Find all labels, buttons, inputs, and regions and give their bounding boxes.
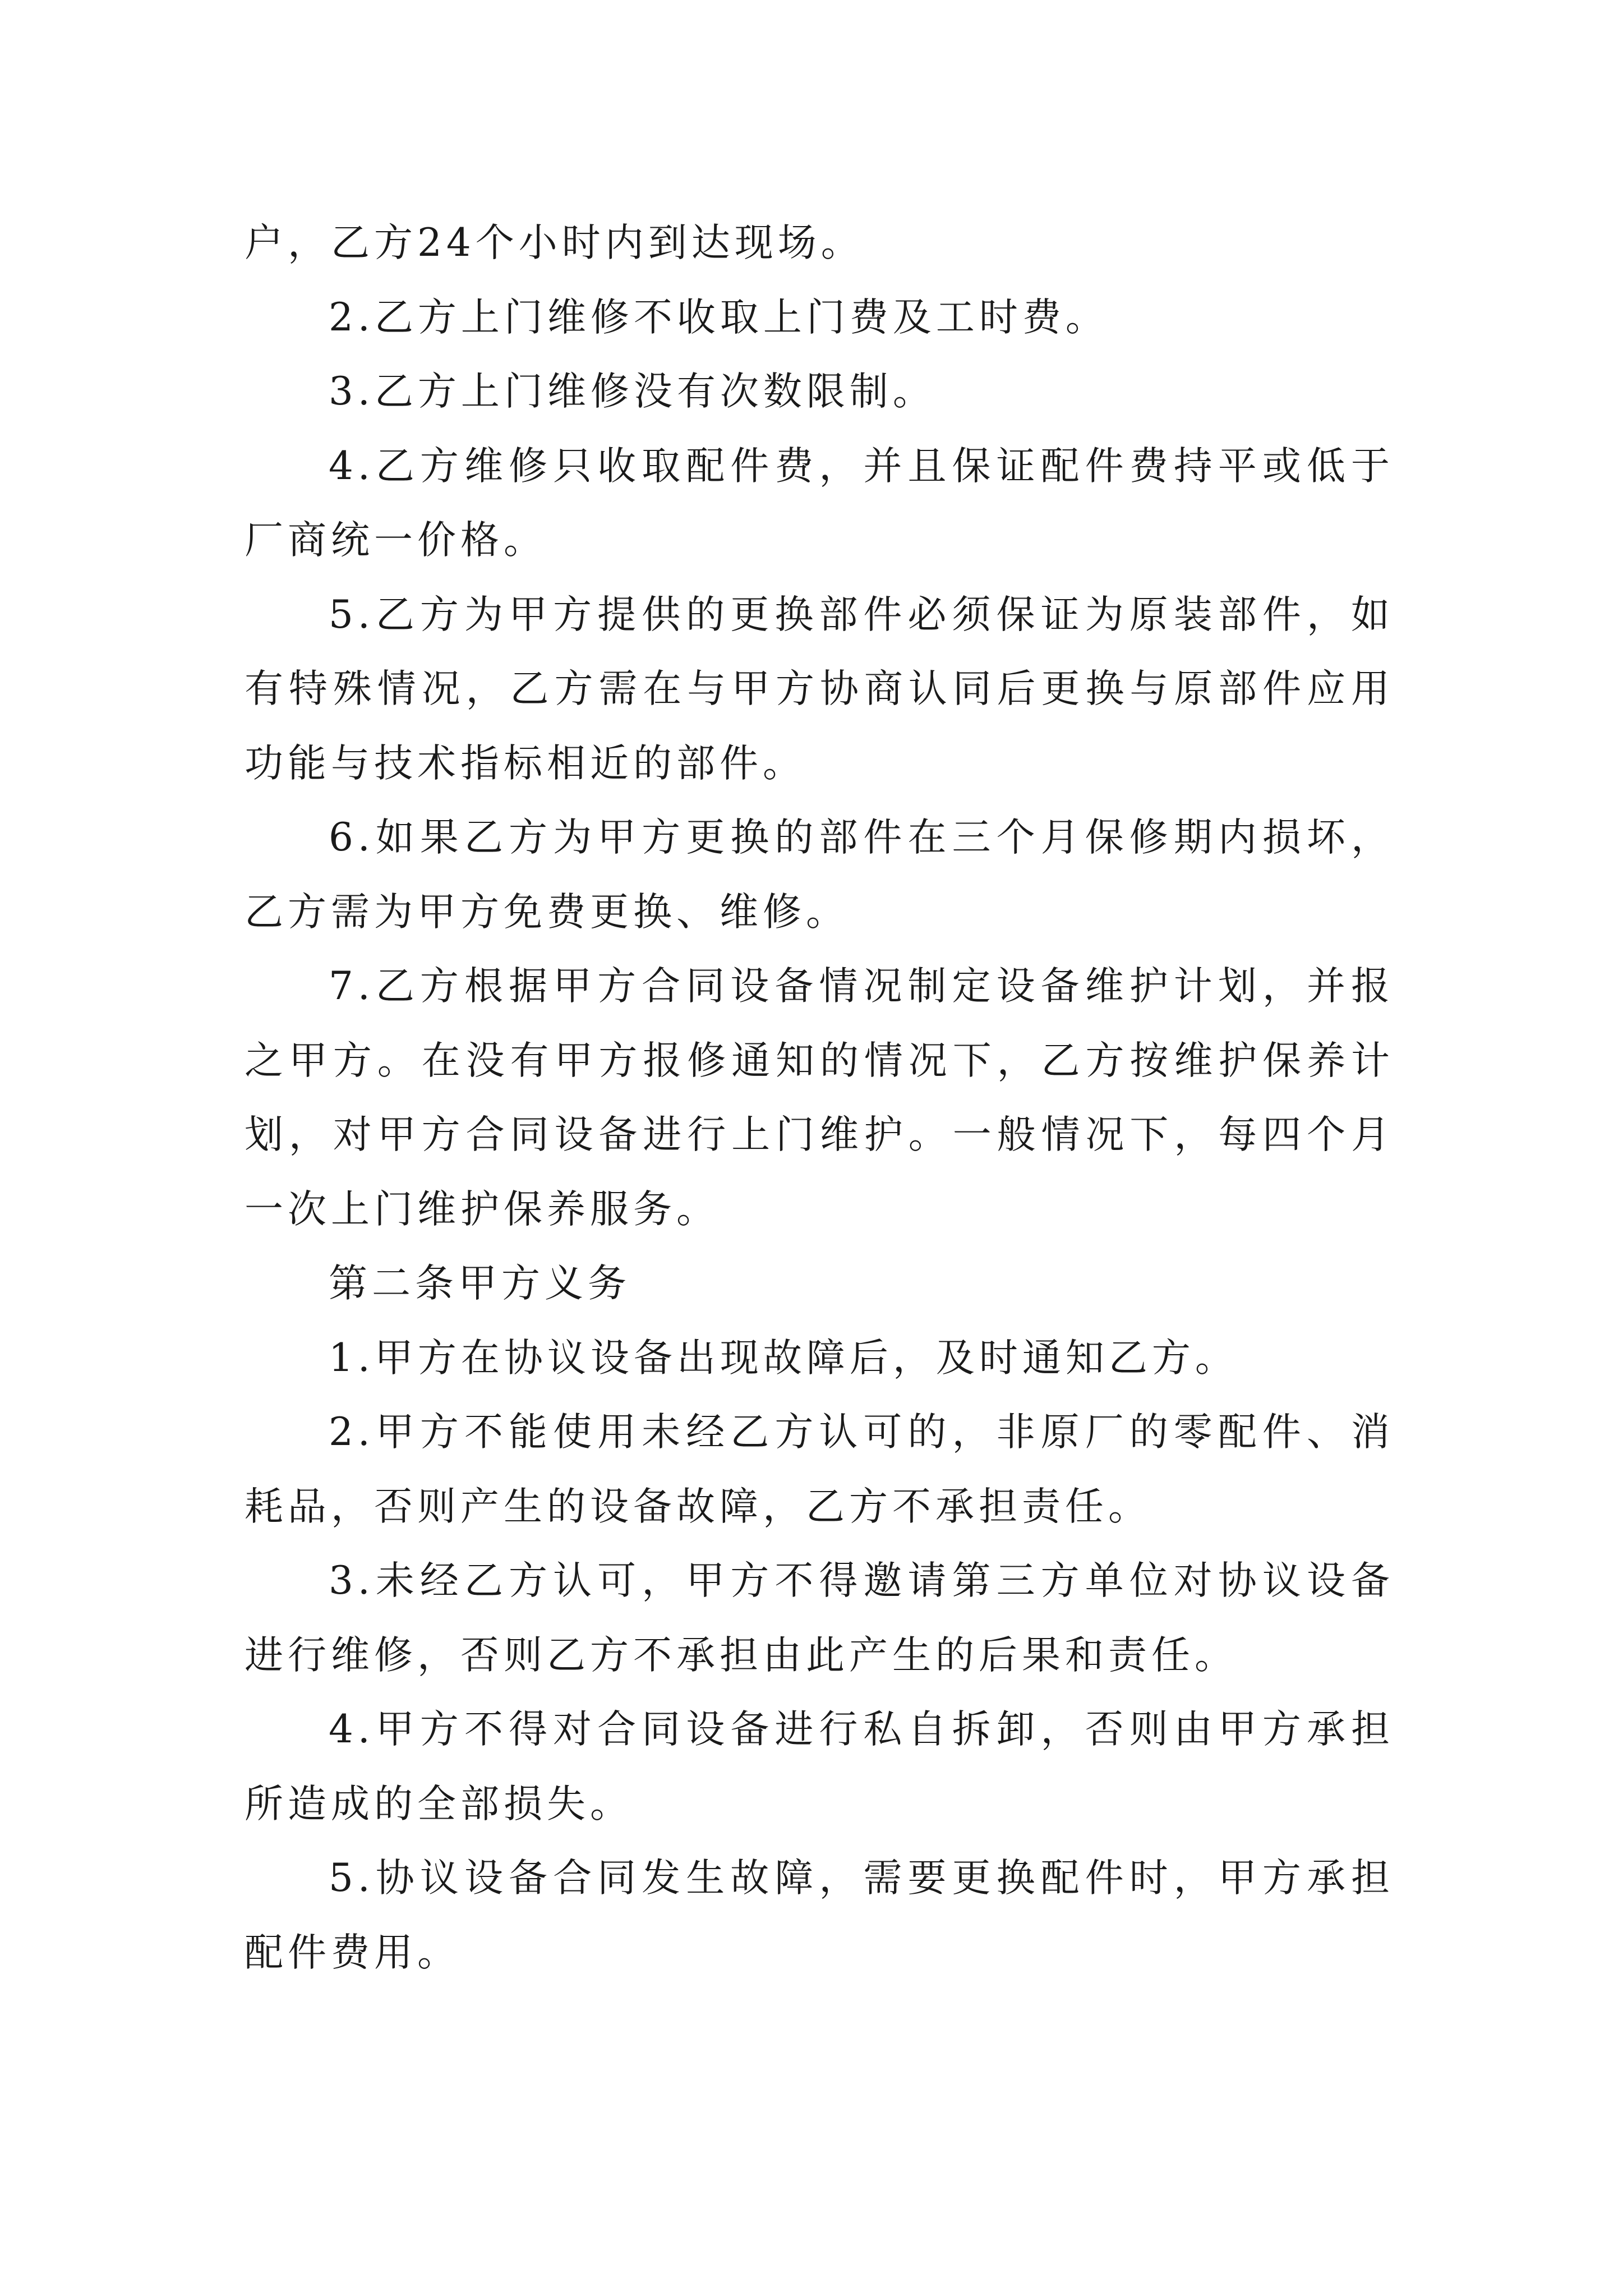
paragraph-continuation: 户，乙方24个小时内到达现场。 xyxy=(245,220,864,265)
paragraph-item-6: 6.如果乙方为甲方更换的部件在三个月保修期内损坏，乙方需为甲方免费更换、维修。 xyxy=(245,815,1394,935)
paragraph-item-7: 7.乙方根据甲方合同设备情况制定设备维护计划，并报之甲方。在没有甲方报修通知的情况下，乙方按维护保养计划，对甲方合同设备进行上门维护。一般情况下，每四个月一次上门维护保养服务。 xyxy=(245,964,1394,1232)
paragraph-item-4: 4.乙方维修只收取配件费，并且保证配件费持平或低于厂商统一价格。 xyxy=(245,443,1394,563)
paragraph-duty-2: 2.甲方不能使用未经乙方认可的，非原厂的零配件、消耗品，否则产生的设备故障，乙方不承担责任。 xyxy=(245,1410,1394,1529)
paragraph-duty-3: 3.未经乙方认可，甲方不得邀请第三方单位对协议设备进行维修，否则乙方不承担由此产生的后果和责任。 xyxy=(245,1558,1394,1678)
paragraph-item-2: 2.乙方上门维修不收取上门费及工时费。 xyxy=(329,295,1109,340)
paragraph-item-5: 5.乙方为甲方提供的更换部件必须保证为原装部件，如有特殊情况，乙方需在与甲方协商认同后更换与原部件应用功能与技术指标相近的部件。 xyxy=(245,592,1394,786)
paragraph-item-3: 3.乙方上门维修没有次数限制。 xyxy=(329,369,936,414)
paragraph-duty-4: 4.甲方不得对合同设备进行私自拆卸，否则由甲方承担所造成的全部损失。 xyxy=(245,1707,1394,1826)
paragraph-duty-5: 5.协议设备合同发生故障，需要更换配件时，甲方承担配件费用。 xyxy=(245,1856,1394,1975)
section-heading: 第二条甲方义务 xyxy=(329,1261,631,1306)
paragraph-duty-1: 1.甲方在协议设备出现故障后，及时通知乙方。 xyxy=(329,1335,1238,1381)
document-body xyxy=(245,206,1394,1990)
